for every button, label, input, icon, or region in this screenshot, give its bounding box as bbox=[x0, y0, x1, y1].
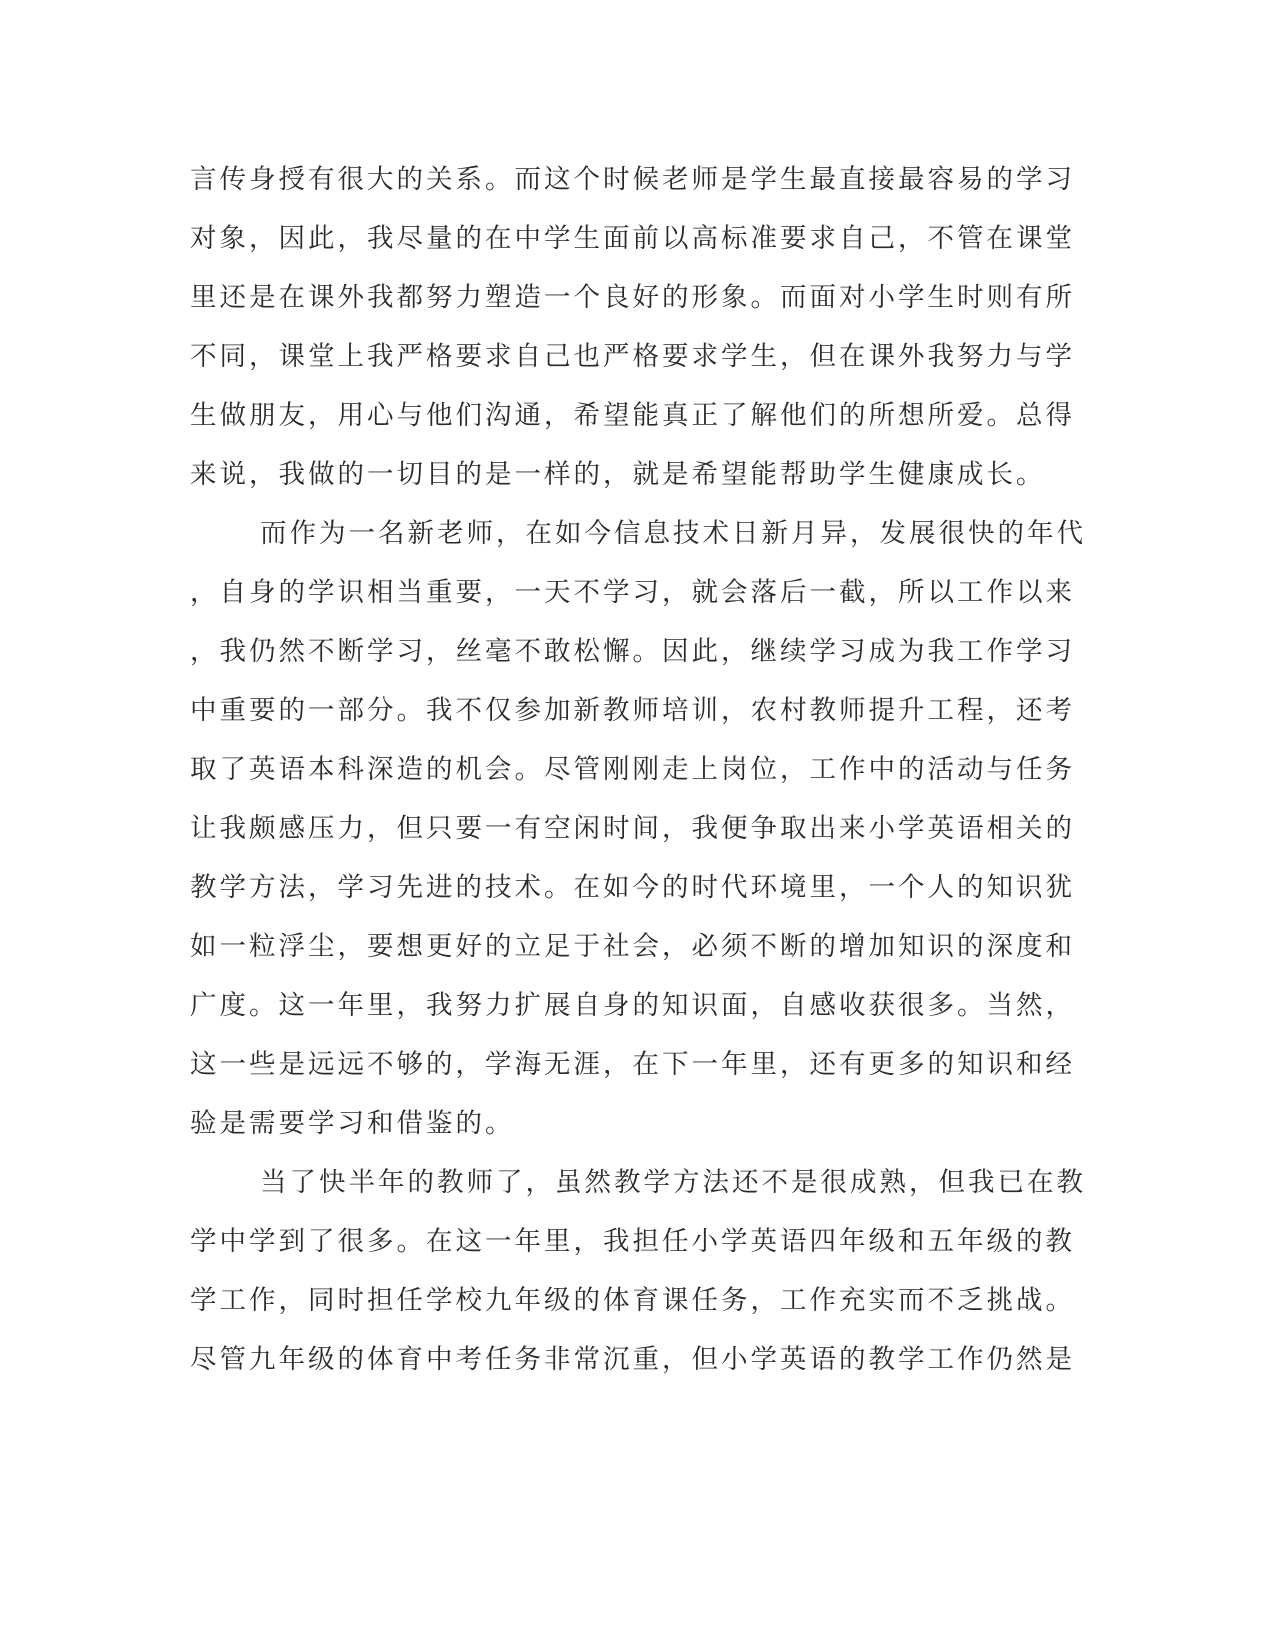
text-line: ，我仍然不断学习，丝毫不敢松懈。因此，继续学习成为我工作学习 bbox=[190, 636, 1075, 667]
text-line: 中重要的一部分。我不仅参加新教师培训，农村教师提升工程，还考 bbox=[190, 695, 1075, 726]
text-line: 取了英语本科深造的机会。尽管刚刚走上岗位，工作中的活动与任务 bbox=[190, 754, 1075, 785]
text-line: 这一些是远远不够的，学海无涯，在下一年里，还有更多的知识和经 bbox=[190, 1049, 1075, 1080]
text-line: 来说，我做的一切目的是一样的，就是希望能帮助学生健康成长。 bbox=[190, 459, 1046, 490]
text-line: 教学方法，学习先进的技术。在如今的时代环境里，一个人的知识犹 bbox=[190, 872, 1075, 903]
text-line: 言传身授有很大的关系。而这个时候老师是学生最直接最容易的学习 bbox=[190, 164, 1075, 195]
text-line: 生做朋友，用心与他们沟通，希望能真正了解他们的所想所爱。总得 bbox=[190, 400, 1075, 431]
text-line: 不同，课堂上我严格要求自己也严格要求学生，但在课外我努力与学 bbox=[190, 341, 1075, 372]
text-line: ，自身的学识相当重要，一天不学习，就会落后一截，所以工作以来 bbox=[190, 577, 1075, 608]
text-line: 对象，因此，我尽量的在中学生面前以高标准要求自己，不管在课堂 bbox=[190, 223, 1075, 254]
text-line: 学工作，同时担任学校九年级的体育课任务，工作充实而不乏挑战。 bbox=[190, 1285, 1075, 1316]
paragraph-first-line: 当了快半年的教师了，虽然教学方法还不是很成熟，但我已在教 bbox=[260, 1167, 1086, 1198]
text-line: 尽管九年级的体育中考任务非常沉重，但小学英语的教学工作仍然是 bbox=[190, 1344, 1075, 1375]
text-line: 如一粒浮尘，要想更好的立足于社会，必须不断的增加知识的深度和 bbox=[190, 931, 1075, 962]
text-line: 验是需要学习和借鉴的。 bbox=[190, 1108, 515, 1139]
text-line: 学中学到了很多。在这一年里，我担任小学英语四年级和五年级的教 bbox=[190, 1226, 1075, 1257]
text-line: 里还是在课外我都努力塑造一个良好的形象。而面对小学生时则有所 bbox=[190, 282, 1075, 313]
text-line: 广度。这一年里，我努力扩展自身的知识面，自感收获很多。当然， bbox=[190, 990, 1075, 1021]
paragraph-first-line: 而作为一名新老师，在如今信息技术日新月异，发展很快的年代 bbox=[260, 518, 1086, 549]
text-line: 让我颇感压力，但只要一有空闲时间，我便争取出来小学英语相关的 bbox=[190, 813, 1075, 844]
